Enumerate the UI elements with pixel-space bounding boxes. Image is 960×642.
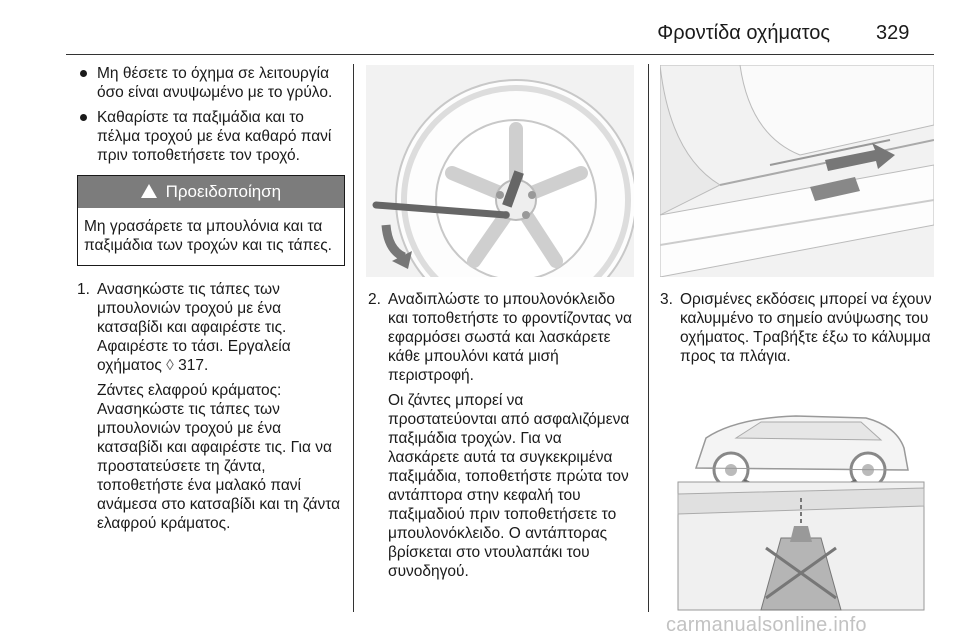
warning-header <box>78 176 344 208</box>
car-jack-illustration <box>676 398 926 612</box>
step-3 <box>660 290 938 366</box>
column-1 <box>77 64 345 539</box>
bullet-item: Μη θέσετε το όχημα σε λειτουργία όσο είναι ανυψωμένο με το γρύλο. <box>77 64 345 102</box>
column-3 <box>660 290 938 372</box>
step-number: 2. <box>368 291 381 308</box>
header-rule <box>66 54 934 55</box>
step-2-paragraph-1: Αναδιπλώστε το μπουλονόκλειδο και τοποθετήστε το φροντίζοντας να εφαρμόσει σωστά και λασκάρετε κάθε μπουλόνι κατά μισή περιστροφή. <box>388 291 633 384</box>
warning-box <box>77 175 345 266</box>
page-number: 329 <box>876 22 910 44</box>
step-1-text: Ανασηκώστε τις τάπες των μπουλονιών τροχού με ένα κατσαβίδι και αφαιρέστε τις. Αφαιρέστε το τάσι. Εργαλεία οχήματος <box>97 281 291 374</box>
step-2 <box>368 290 636 581</box>
bullet-item: Καθαρίστε τα παξιμάδια και το πέλμα τροχού με ένα καθαρό πανί πριν τοποθετήσετε τον τροχό. <box>77 108 345 165</box>
wheel-wrench-illustration <box>366 65 634 277</box>
step-3-paragraph-1: Ορισμένες εκδόσεις μπορεί να έχουν καλυμμένο το σημείο ανύψωσης του οχήματος. Τραβήξτε έξω το κάλυμμα προς τα πλάγια. <box>680 291 932 365</box>
warning-triangle-icon <box>141 184 157 198</box>
page-header-title: Φροντίδα οχήματος <box>657 22 830 44</box>
cross-reference-link[interactable]: 317. <box>178 357 209 374</box>
step-number: 1. <box>77 281 90 298</box>
step-2-paragraph-2: Οι ζάντες μπορεί να προστατεύονται από ασφαλιζόμενα παξιμάδια τροχών. Για να λασκάρετε αυτά τα συγκεκριμένα παξιμάδια, τοποθετήστε πρώτα τον αντάπτορα στην κεφαλή του παξιμαδιού πριν τοποθετήσετε το μπουλονόκλειδο. Ο αντάπτορας βρίσκεται στο ντουλαπάκι του συνοδηγού. <box>388 392 630 580</box>
step-number: 3. <box>660 291 673 308</box>
column-divider-left <box>353 64 354 612</box>
step-1 <box>77 280 345 533</box>
warning-text: Μη γρασάρετε τα μπουλόνια και τα παξιμάδια των τροχών και τις τάπες. <box>84 218 332 254</box>
step-1-paragraph-2: Ζάντες ελαφρού κράματος: Ανασηκώστε τις τάπες των μπουλονιών τροχού με ένα κατσαβίδι και αφαιρέστε τις. Για να προστατεύσετε τη ζάντα, τοποθετήστε ένα μαλακό πανί ανάμεσα στο κατσαβίδι και τη ζάντα ελαφρού κράματος. <box>97 382 341 532</box>
warning-title: Προειδοποίηση <box>165 182 282 201</box>
step-1-paragraph-1 <box>97 280 345 375</box>
watermark: carmanualsonline.info <box>666 614 867 636</box>
jacking-point-cover-illustration <box>660 65 934 277</box>
column-2 <box>368 290 636 587</box>
cross-reference-arrow-icon: ◊ <box>166 357 174 374</box>
column-divider-right <box>648 64 649 612</box>
